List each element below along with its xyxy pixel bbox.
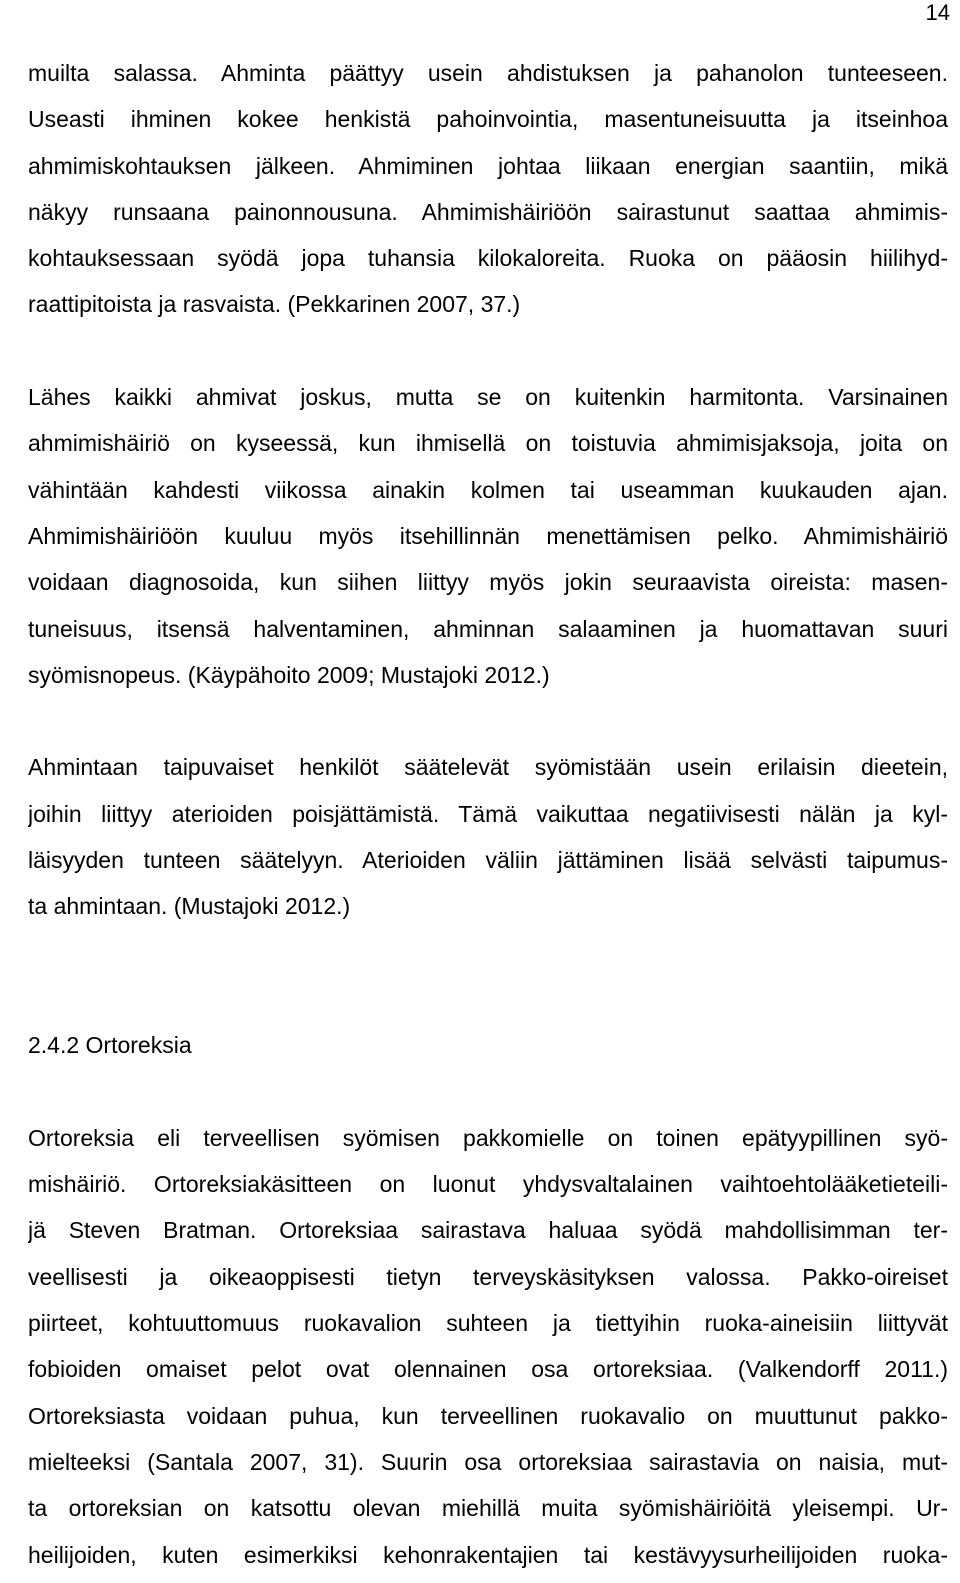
text-line: fobioiden omaiset pelot ovat olennainen osa ortoreksiaa. (Valkendorff 2011.) [28,1356,948,1383]
paragraph-spacer [28,698,948,744]
paragraph [28,50,948,328]
document-body [28,50,948,1578]
paragraph-spacer [28,328,948,374]
text-line: raattipitoista ja rasvaista. (Pekkarinen 2007, 37.) [28,291,521,318]
text-line: Ahmintaan taipuvaiset henkilöt säätelevät syömistään usein erilaisin dieetein, [28,754,948,781]
text-line: tuneisuus, itsensä halventaminen, ahminnan salaaminen ja huomattavan suuri [28,615,948,642]
section-heading: 2.4.2 Ortoreksia [28,1032,192,1059]
text-line: mielteeksi (Santala 2007, 31). Suurin osa ortoreksiaa sairastavia on naisia, mut- [28,1448,948,1475]
page-number: 14 [925,0,950,25]
text-line: heilijoiden, kuten esimerkiksi kehonrakentajien tai kestävyysurheilijoiden ruoka- [28,1541,948,1568]
text-line: mishäiriö. Ortoreksiakäsitteen on luonut yhdysvaltalainen vaihtoehtolääketieteili- [28,1171,948,1198]
text-line: näkyy runsaana painonnousuna. Ahmimishäiriöön sairastunut saattaa ahmimis- [28,198,948,225]
text-line: läisyyden tunteen säätelyyn. Aterioiden väliin jättäminen lisää selvästi taipumus- [28,847,948,874]
text-line: muilta salassa. Ahminta päättyy usein ahdistuksen ja pahanolon tunteeseen. [28,60,948,86]
text-line: ahmimishäiriö on kyseessä, kun ihmisellä on toistuvia ahmimisjaksoja, joita on [28,430,948,457]
text-line: piirteet, kohtuuttomuus ruokavalion suhteen ja tiettyihin ruoka-aineisiin liittyvät [28,1310,948,1337]
text-line: ta ortoreksian on katsottu olevan miehillä muita syömishäiriöitä yleisempi. Ur- [28,1495,948,1522]
text-line: voidaan diagnosoida, kun siihen liittyy myös jokin seuraavista oireista: masen- [28,569,948,596]
text-line: kohtauksessaan syödä jopa tuhansia kilokaloreita. Ruoka on pääosin hiilihyd- [28,245,948,272]
text-line: vähintään kahdesti viikossa ainakin kolmen tai useamman kuukauden ajan. [28,476,948,503]
text-line: Ortoreksia eli terveellisen syömisen pakkomielle on toinen epätyypillinen syö- [28,1124,948,1151]
text-line: Lähes kaikki ahmivat joskus, mutta se on kuitenkin harmitonta. Varsinainen [28,384,948,411]
section-spacer [28,930,948,1023]
text-line: Useasti ihminen kokee henkistä pahoinvointia, masentuneisuutta ja itseinhoa [28,106,948,133]
text-line: veellisesti ja oikeaoppisesti tietyn terveyskäsityksen valossa. Pakko-oireiset [28,1263,948,1290]
text-line: joihin liittyy aterioiden poisjättämistä. Tämä vaikuttaa negatiivisesti nälän ja kyl- [28,800,948,827]
text-line: jä Steven Bratman. Ortoreksiaa sairastava haluaa syödä mahdollisimman ter- [28,1217,948,1244]
paragraph [28,374,948,698]
text-line: Ahmimishäiriöön kuuluu myös itsehillinnän menettämisen pelko. Ahmimishäiriö [28,522,948,549]
text-line: Ortoreksiasta voidaan puhua, kun terveellinen ruokavalio on muuttunut pakko- [28,1402,948,1429]
paragraph [28,744,948,929]
text-line: ahmimiskohtauksen jälkeen. Ahmiminen johtaa liikaan energian saantiin, mikä [28,152,948,179]
paragraph [28,1115,948,1578]
text-line: ta ahmintaan. (Mustajoki 2012.) [28,893,351,920]
paragraph-spacer [28,1069,948,1115]
text-line: syömisnopeus. (Käypähoito 2009; Mustajoki 2012.) [28,661,550,688]
